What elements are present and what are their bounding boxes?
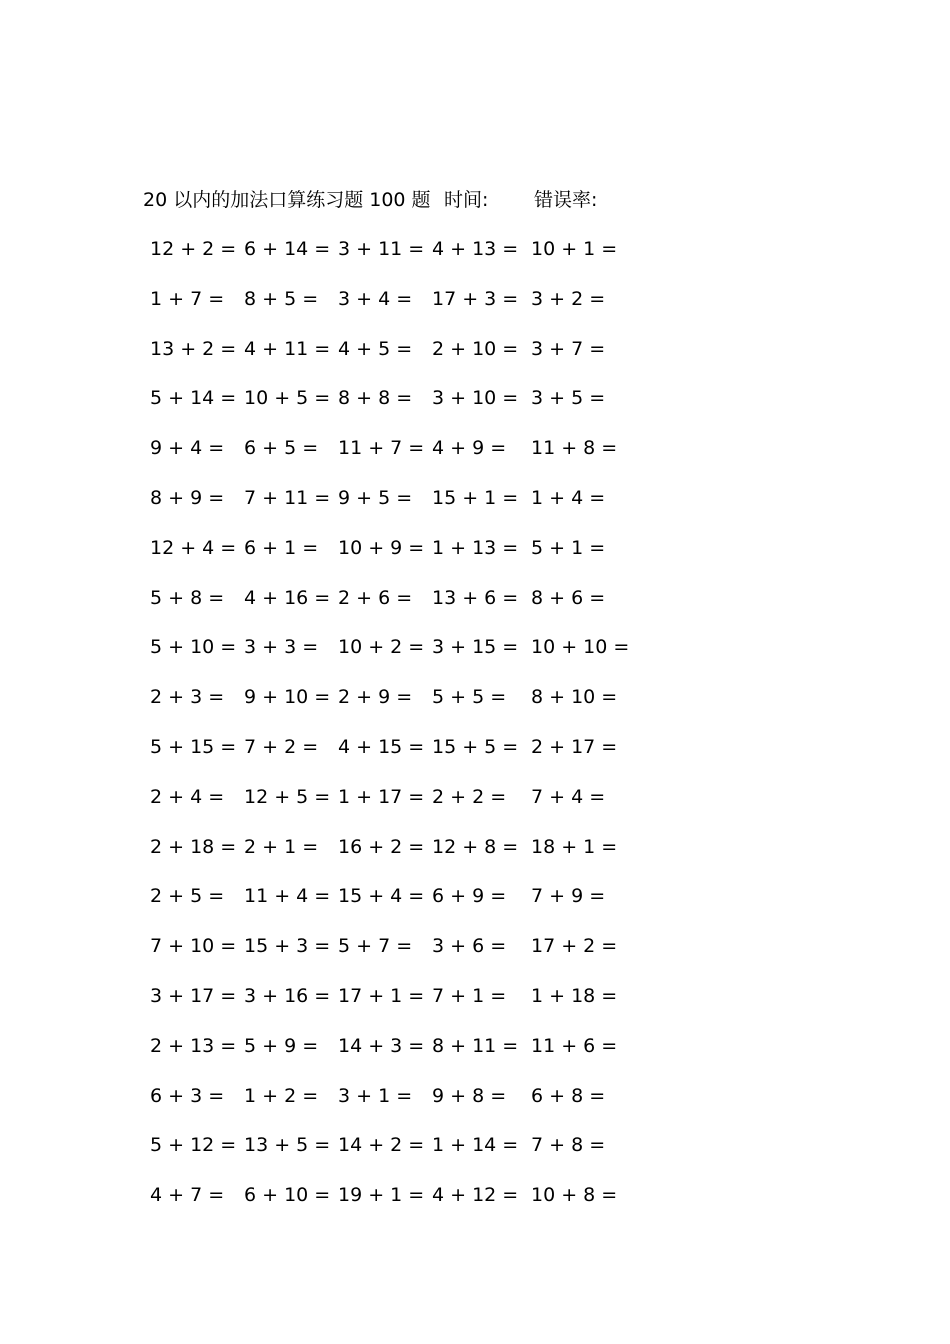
- problem-r5-c2: 6 + 5 =: [244, 437, 319, 459]
- problem-r2-c4: 17 + 3 =: [432, 288, 519, 310]
- worksheet-title: 20 以内的加法口算练习题 100 题: [143, 189, 431, 211]
- problem-r10-c1: 2 + 3 =: [150, 686, 225, 708]
- problem-r5-c1: 9 + 4 =: [150, 437, 225, 459]
- problem-r12-c4: 2 + 2 =: [432, 786, 507, 808]
- problem-r1-c2: 6 + 14 =: [244, 238, 331, 260]
- problem-r8-c3: 2 + 6 =: [338, 587, 413, 609]
- problem-r19-c4: 1 + 14 =: [432, 1134, 519, 1156]
- problem-r18-c2: 1 + 2 =: [244, 1085, 319, 1107]
- problem-r7-c3: 10 + 9 =: [338, 537, 425, 559]
- problem-r19-c5: 7 + 8 =: [531, 1134, 606, 1156]
- problem-r14-c5: 7 + 9 =: [531, 885, 606, 907]
- problem-r20-c4: 4 + 12 =: [432, 1184, 519, 1206]
- problem-r3-c5: 3 + 7 =: [531, 338, 606, 360]
- problem-r6-c1: 8 + 9 =: [150, 487, 225, 509]
- problem-r3-c2: 4 + 11 =: [244, 338, 331, 360]
- problem-r7-c4: 1 + 13 =: [432, 537, 519, 559]
- problem-r16-c3: 17 + 1 =: [338, 985, 425, 1007]
- problem-r20-c1: 4 + 7 =: [150, 1184, 225, 1206]
- problem-r16-c1: 3 + 17 =: [150, 985, 237, 1007]
- problem-r12-c2: 12 + 5 =: [244, 786, 331, 808]
- problem-r1-c1: 12 + 2 =: [150, 238, 237, 260]
- problem-r6-c4: 15 + 1 =: [432, 487, 519, 509]
- problem-r16-c2: 3 + 16 =: [244, 985, 331, 1007]
- problem-r9-c3: 10 + 2 =: [338, 636, 425, 658]
- problem-r1-c3: 3 + 11 =: [338, 238, 425, 260]
- problem-r10-c2: 9 + 10 =: [244, 686, 331, 708]
- problem-r5-c4: 4 + 9 =: [432, 437, 507, 459]
- problem-r12-c3: 1 + 17 =: [338, 786, 425, 808]
- problem-r1-c4: 4 + 13 =: [432, 238, 519, 260]
- problem-r5-c3: 11 + 7 =: [338, 437, 425, 459]
- problem-r13-c1: 2 + 18 =: [150, 836, 237, 858]
- problem-r18-c5: 6 + 8 =: [531, 1085, 606, 1107]
- problem-r15-c2: 15 + 3 =: [244, 935, 331, 957]
- problem-r8-c2: 4 + 16 =: [244, 587, 331, 609]
- problem-r5-c5: 11 + 8 =: [531, 437, 618, 459]
- problem-r11-c1: 5 + 15 =: [150, 736, 237, 758]
- problem-r7-c2: 6 + 1 =: [244, 537, 319, 559]
- problem-r14-c4: 6 + 9 =: [432, 885, 507, 907]
- problem-r10-c4: 5 + 5 =: [432, 686, 507, 708]
- problem-r6-c2: 7 + 11 =: [244, 487, 331, 509]
- problem-r16-c5: 1 + 18 =: [531, 985, 618, 1007]
- problem-r11-c2: 7 + 2 =: [244, 736, 319, 758]
- problem-r2-c3: 3 + 4 =: [338, 288, 413, 310]
- error-rate-label: 错误率:: [534, 189, 598, 211]
- problem-r17-c4: 8 + 11 =: [432, 1035, 519, 1057]
- problem-r15-c1: 7 + 10 =: [150, 935, 237, 957]
- problem-r6-c3: 9 + 5 =: [338, 487, 413, 509]
- problem-r8-c1: 5 + 8 =: [150, 587, 225, 609]
- time-label: 时间:: [444, 189, 489, 211]
- problem-r2-c2: 8 + 5 =: [244, 288, 319, 310]
- problem-r9-c5: 10 + 10 =: [531, 636, 630, 658]
- problem-r2-c1: 1 + 7 =: [150, 288, 225, 310]
- problem-r10-c5: 8 + 10 =: [531, 686, 618, 708]
- problem-r12-c1: 2 + 4 =: [150, 786, 225, 808]
- problem-r8-c4: 13 + 6 =: [432, 587, 519, 609]
- problem-r9-c1: 5 + 10 =: [150, 636, 237, 658]
- problem-r13-c3: 16 + 2 =: [338, 836, 425, 858]
- problem-r19-c3: 14 + 2 =: [338, 1134, 425, 1156]
- problem-r1-c5: 10 + 1 =: [531, 238, 618, 260]
- problem-r13-c4: 12 + 8 =: [432, 836, 519, 858]
- problem-r7-c5: 5 + 1 =: [531, 537, 606, 559]
- problem-r4-c5: 3 + 5 =: [531, 387, 606, 409]
- problem-r3-c1: 13 + 2 =: [150, 338, 237, 360]
- problem-r4-c2: 10 + 5 =: [244, 387, 331, 409]
- problem-r17-c3: 14 + 3 =: [338, 1035, 425, 1057]
- problem-r6-c5: 1 + 4 =: [531, 487, 606, 509]
- problem-r4-c1: 5 + 14 =: [150, 387, 237, 409]
- problem-r15-c3: 5 + 7 =: [338, 935, 413, 957]
- problem-r8-c5: 8 + 6 =: [531, 587, 606, 609]
- problem-r17-c5: 11 + 6 =: [531, 1035, 618, 1057]
- problem-r14-c2: 11 + 4 =: [244, 885, 331, 907]
- problem-r3-c3: 4 + 5 =: [338, 338, 413, 360]
- problem-r12-c5: 7 + 4 =: [531, 786, 606, 808]
- problem-r20-c5: 10 + 8 =: [531, 1184, 618, 1206]
- problem-r15-c5: 17 + 2 =: [531, 935, 618, 957]
- problem-r9-c4: 3 + 15 =: [432, 636, 519, 658]
- problem-r18-c1: 6 + 3 =: [150, 1085, 225, 1107]
- problem-r4-c4: 3 + 10 =: [432, 387, 519, 409]
- problem-r11-c4: 15 + 5 =: [432, 736, 519, 758]
- problem-r10-c3: 2 + 9 =: [338, 686, 413, 708]
- problem-r14-c3: 15 + 4 =: [338, 885, 425, 907]
- problem-r13-c2: 2 + 1 =: [244, 836, 319, 858]
- problem-r18-c4: 9 + 8 =: [432, 1085, 507, 1107]
- problem-r15-c4: 3 + 6 =: [432, 935, 507, 957]
- problem-r9-c2: 3 + 3 =: [244, 636, 319, 658]
- problem-r16-c4: 7 + 1 =: [432, 985, 507, 1007]
- problem-r7-c1: 12 + 4 =: [150, 537, 237, 559]
- problem-r19-c2: 13 + 5 =: [244, 1134, 331, 1156]
- problem-r14-c1: 2 + 5 =: [150, 885, 225, 907]
- problem-r11-c5: 2 + 17 =: [531, 736, 618, 758]
- problem-r20-c2: 6 + 10 =: [244, 1184, 331, 1206]
- problem-r18-c3: 3 + 1 =: [338, 1085, 413, 1107]
- problem-r17-c1: 2 + 13 =: [150, 1035, 237, 1057]
- problem-r13-c5: 18 + 1 =: [531, 836, 618, 858]
- problem-r20-c3: 19 + 1 =: [338, 1184, 425, 1206]
- problem-r19-c1: 5 + 12 =: [150, 1134, 237, 1156]
- problem-r11-c3: 4 + 15 =: [338, 736, 425, 758]
- problem-r2-c5: 3 + 2 =: [531, 288, 606, 310]
- problem-r17-c2: 5 + 9 =: [244, 1035, 319, 1057]
- problem-r4-c3: 8 + 8 =: [338, 387, 413, 409]
- problem-r3-c4: 2 + 10 =: [432, 338, 519, 360]
